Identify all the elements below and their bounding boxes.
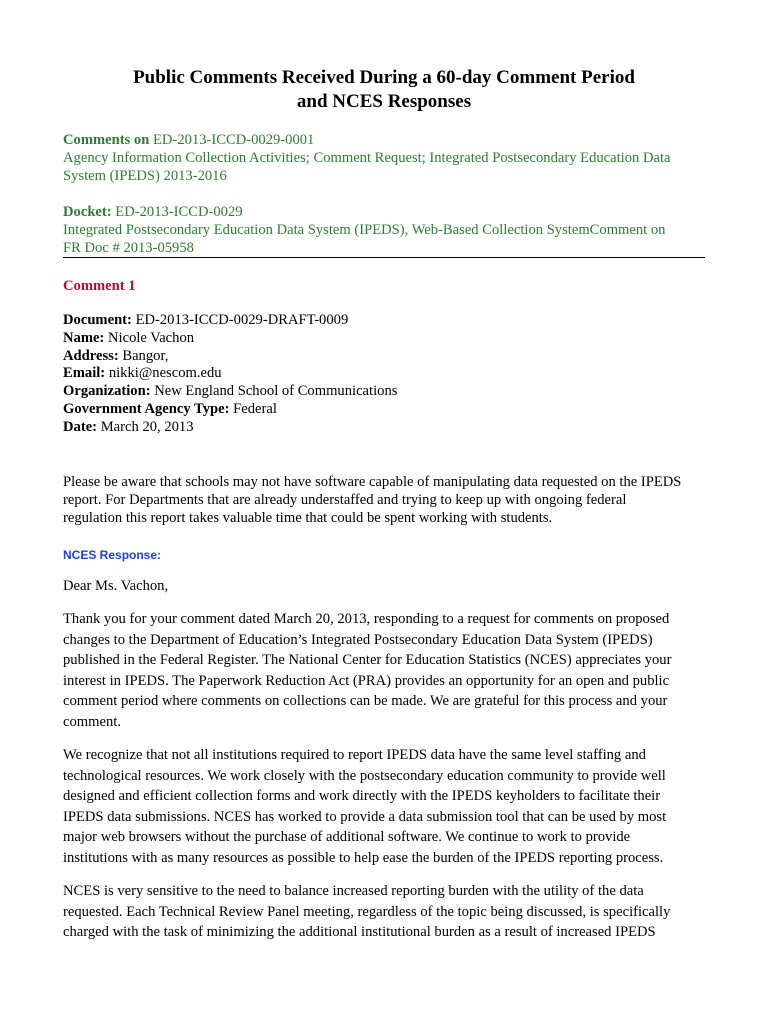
docket-id: ED-2013-ICCD-0029 <box>115 204 243 220</box>
comment-metadata <box>63 312 708 437</box>
response-paragraph-1: Thank you for your comment dated March 20, 2013, responding to a request for comments on proposed changes to the Department of Education’s Integrated Postsecondary Education Data System (IPEDS) published in the Federal Register. The National Center for Education Statistics (NCES) appreciates your interest in IPEDS. The Paperwork Reduction Act (PRA) provides an opportunity for an open and public comment period where comments on collections can be made. We are grateful for this process and your comment. <box>63 611 672 730</box>
meta-name: Name: Nicole Vachon <box>63 329 195 346</box>
comment-body: Please be aware that schools may not have software capable of manipulating data requested on the IPEDS report. For Departments that are already understaffed and trying to keep up with ongoing federal regulation this report takes valuable time that could be spent working with students. <box>63 474 682 526</box>
section-divider <box>63 257 705 258</box>
comments-on-description-2: System (IPEDS) 2013-2016 <box>63 168 227 184</box>
title-line-2: and NCES Responses <box>296 91 472 112</box>
docket-description-2: FR Doc # 2013-05958 <box>63 240 194 256</box>
response-paragraph-3: NCES is very sensitive to the need to balance increased reporting burden with the utility of the data requested. Each Technical Review Panel meeting, regardless of the topic being discussed, is specifically charged with the task of minimizing the additional institutional burden as a result of increased IPEDS <box>63 883 671 940</box>
comments-on-label: Comments on <box>63 132 150 148</box>
meta-agency-type: Government Agency Type: Federal <box>63 400 277 417</box>
salutation: Dear Ms. Vachon, <box>63 578 169 594</box>
docket-section <box>63 203 708 257</box>
title-line-1: Public Comments Received During a 60-day Comment Period <box>133 67 635 88</box>
page-title <box>0 66 768 114</box>
meta-date: Date: March 20, 2013 <box>63 418 194 435</box>
comments-on-description-1: Agency Information Collection Activities; Comment Request; Integrated Postsecondary Education Data <box>63 150 671 166</box>
response-paragraph-2: We recognize that not all institutions required to report IPEDS data have the same level staffing and technological resources. We work closely with the postsecondary education community to provide well designed and efficient collection forms and work directly with the IPEDS keyholders to facilitate their IPEDS data submissions. NCES has worked to provide a data submission tool that can be used by most major web browsers without the purchase of additional software. We continue to work to provide institutions with as many resources as possible to help ease the burden of the IPEDS reporting process. <box>63 747 667 866</box>
meta-email: Email: nikki@nescom.edu <box>63 365 222 382</box>
comments-on-section <box>63 131 708 185</box>
meta-organization: Organization: New England School of Communications <box>63 383 398 400</box>
comments-on-id: ED-2013-ICCD-0029-0001 <box>153 132 315 148</box>
meta-document: Document: ED-2013-ICCD-0029-DRAFT-0009 <box>63 312 349 328</box>
docket-label: Docket: <box>63 204 112 220</box>
meta-address: Address: Bangor, <box>63 347 169 364</box>
comment-heading: Comment 1 <box>63 278 136 294</box>
docket-description-1: Integrated Postsecondary Education Data System (IPEDS), Web-Based Collection SystemComment on <box>63 222 666 238</box>
nces-response-heading: NCES Response: <box>63 548 162 562</box>
